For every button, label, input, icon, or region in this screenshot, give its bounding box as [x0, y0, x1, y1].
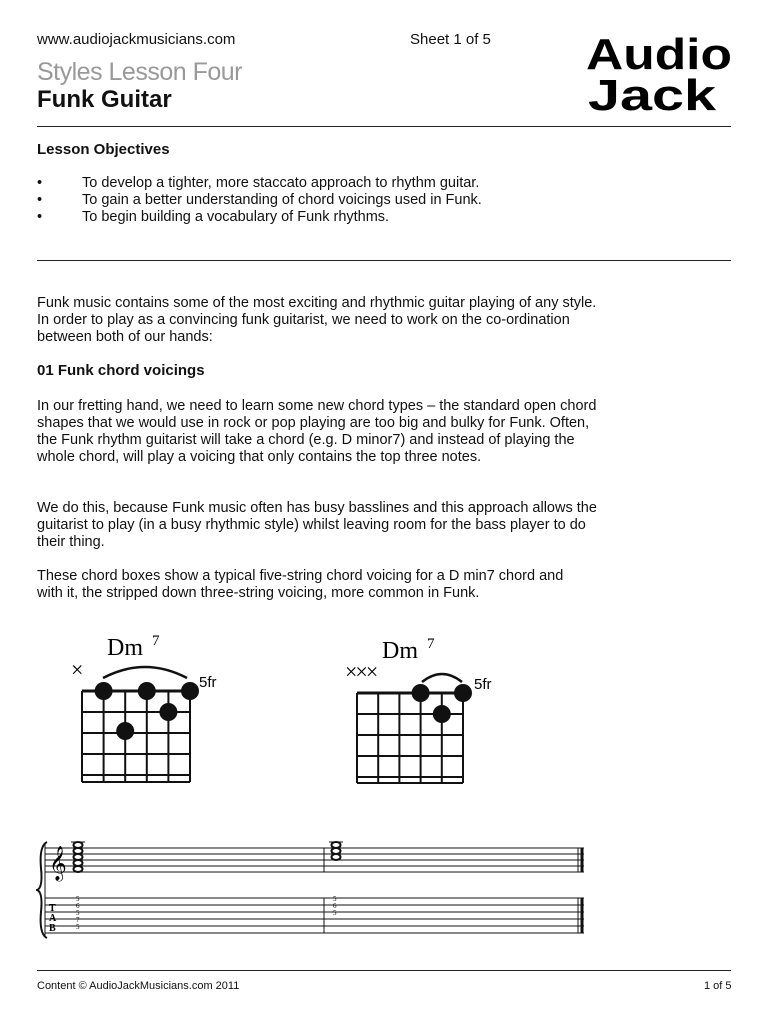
tab-staff-lines — [45, 898, 584, 933]
whole-note-chord — [74, 842, 83, 872]
chord-name: Dm — [107, 635, 143, 661]
tab-letter-t: T — [49, 903, 56, 914]
finger-dot — [159, 703, 177, 721]
tab-letter-b: B — [49, 923, 56, 934]
objective-item — [37, 209, 482, 226]
logo-top-text: Audio — [586, 34, 732, 79]
bullet-marker: • — [37, 175, 43, 191]
tab-clef — [49, 903, 57, 934]
tab-fret-number: 5 — [333, 895, 337, 903]
tab-fret-number: 6 — [76, 902, 80, 910]
section-heading: 01 Funk chord voicings — [37, 362, 205, 379]
fretboard-grid — [82, 691, 190, 782]
chord-extension: 7 — [427, 636, 435, 652]
barre-arc — [103, 667, 187, 678]
whole-note-chord — [332, 842, 341, 860]
footer-copyright: Content © AudioJackMusicians.com 2011 — [37, 980, 240, 992]
objective-text: To begin building a vocabulary of Funk rhythms. — [82, 209, 390, 225]
finger-dot — [433, 705, 451, 723]
tab-fret-number: 5 — [76, 909, 80, 917]
tab-fret-number: 5 — [76, 923, 80, 931]
treble-clef-icon: 𝄞 — [49, 847, 67, 880]
objective-text: To gain a better understanding of chord voicings used in Funk. — [82, 192, 482, 208]
logo-bottom-text: Jack — [588, 71, 717, 112]
tab-fret-number: 6 — [333, 902, 337, 910]
section-paragraph-3: These chord boxes show a typical five-string chord voicing for a D min7 chord and with it, the stripped down three-string voicing, more common in Funk. — [37, 568, 564, 601]
objective-item — [37, 192, 482, 209]
footer-divider — [37, 970, 731, 971]
objective-item — [37, 175, 482, 192]
footer-page-number: 1 of 5 — [704, 980, 732, 992]
section-paragraph-2: We do this, because Funk music often has busy basslines and this approach allows the guitarist to play (in a busy rhythmic style) whilst leaving room for the bass player to do their thing. — [37, 500, 597, 550]
notation-and-tab-staff — [36, 838, 592, 942]
finger-dot — [181, 682, 199, 700]
tab-fret-number: 5 — [76, 895, 80, 903]
fretboard-grid — [357, 693, 463, 783]
section-paragraph-1: In our fretting hand, we need to learn some new chord types – the standard open chord shapes that we would use in rock or pop playing are too big and bulky for Funk. Often, the Funk rhythm guitarist will take a chord (e.g. D minor7) and instead of playing the whole chord, will play a voicing that only contains the top three notes. — [37, 398, 597, 465]
chord-diagram-dm7-three-string — [340, 628, 510, 788]
lesson-subtitle: Styles Lesson Four — [37, 58, 242, 86]
tab-fret-number: 7 — [76, 916, 80, 924]
finger-dot — [116, 722, 134, 740]
finger-dot — [138, 682, 156, 700]
tab-fret-number: 5 — [333, 909, 337, 917]
finger-dot — [454, 684, 472, 702]
objectives-divider — [37, 260, 731, 261]
chord-diagram-dm7-five-string — [65, 628, 235, 788]
finger-dot — [412, 684, 430, 702]
objective-text: To develop a tighter, more staccato approach to rhythm guitar. — [82, 175, 480, 191]
sheet-number: Sheet 1 of 5 — [410, 31, 491, 48]
intro-paragraph: Funk music contains some of the most exciting and rhythmic guitar playing of any style. In order to play as a convincing funk guitarist, we need to work on the co-ordination between both of our hands: — [37, 295, 597, 345]
finger-dot — [95, 682, 113, 700]
header-divider — [37, 126, 731, 127]
muted-string-marker: × — [71, 657, 84, 682]
standard-staff-lines — [45, 848, 584, 872]
muted-string-marker: ××× — [345, 659, 377, 684]
site-url: www.audiojackmusicians.com — [37, 31, 236, 48]
tab-letter-a: A — [49, 913, 57, 924]
barre-arc — [422, 674, 462, 682]
audiojack-logo — [586, 34, 734, 112]
fret-position-label: 5fr — [474, 676, 492, 693]
objectives-list — [37, 175, 482, 226]
bullet-marker: • — [37, 192, 43, 208]
bullet-marker: • — [37, 209, 43, 225]
lesson-title: Funk Guitar — [37, 86, 172, 113]
fret-position-label: 5fr — [199, 674, 217, 691]
chord-extension: 7 — [152, 633, 160, 649]
chord-name: Dm — [382, 638, 418, 664]
objectives-heading: Lesson Objectives — [37, 141, 170, 158]
